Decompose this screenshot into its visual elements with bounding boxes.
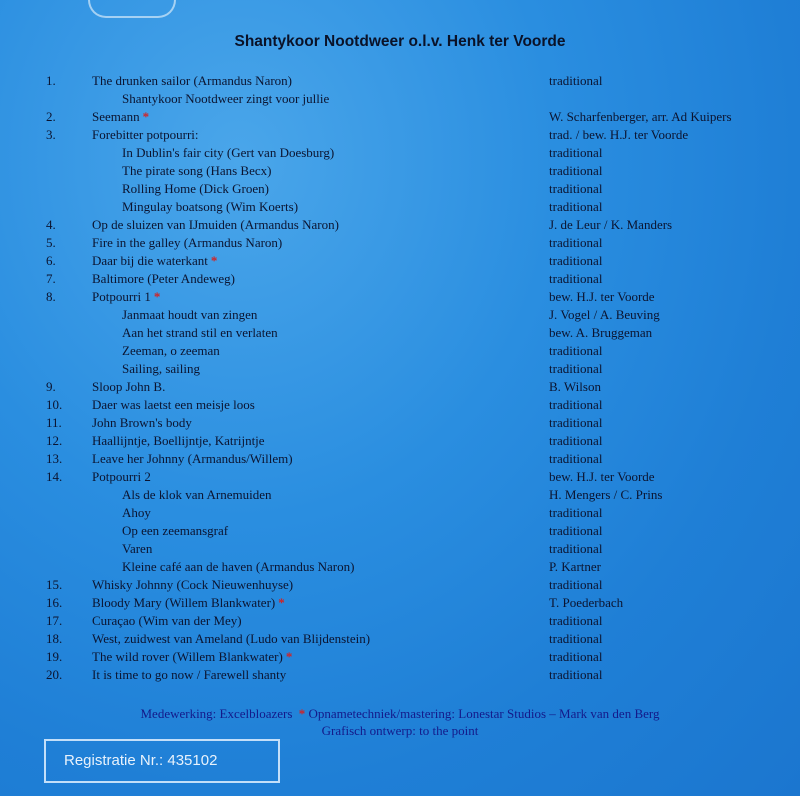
track-number: 19. (46, 649, 63, 664)
track-title-text: Op de sluizen van IJmuiden (Armandus Naron) (92, 217, 339, 232)
track-row (0, 450, 800, 468)
track-title (92, 666, 286, 684)
track-composer: traditional (549, 649, 603, 664)
track-title-text: John Brown's body (92, 415, 192, 430)
track-title-text: Leave her Johnny (Armandus/Willem) (92, 451, 293, 466)
track-number: 20. (46, 667, 63, 682)
track-title-text: Zeeman, o zeeman (122, 343, 220, 358)
guest-star-icon: * (210, 253, 218, 268)
track-row (0, 342, 800, 360)
track-row (0, 540, 800, 558)
track-number: 11. (46, 415, 62, 430)
track-title-text: Bloody Mary (Willem Blankwater) (92, 595, 276, 610)
track-title (92, 216, 339, 234)
track-composer: bew. A. Bruggeman (549, 325, 653, 340)
track-title-text: Whisky Johnny (Cock Nieuwenhuyse) (92, 577, 294, 592)
track-row (0, 504, 800, 522)
track-row (0, 288, 800, 306)
track-title (92, 648, 292, 666)
track-composer: traditional (549, 613, 603, 628)
track-title-text: Janmaat houdt van zingen (122, 307, 258, 322)
track-row (0, 522, 800, 540)
track-row (0, 144, 800, 162)
track-title (122, 198, 298, 216)
track-title-text: Daer was laetst een meisje loos (92, 397, 255, 412)
track-title-text: Forebitter potpourri: (92, 127, 199, 142)
track-composer: J. Vogel / A. Beuving (549, 307, 660, 322)
track-composer: traditional (549, 253, 603, 268)
track-title (92, 288, 160, 306)
track-title-text: Shantykoor Nootdweer zingt voor jullie (122, 91, 330, 106)
track-row (0, 414, 800, 432)
track-title (92, 108, 149, 126)
registration-number: Registratie Nr.: 435102 (44, 739, 280, 783)
track-number: 13. (46, 451, 63, 466)
track-number: 4. (46, 217, 56, 232)
track-title (92, 432, 265, 450)
track-composer: traditional (549, 73, 603, 88)
track-row (0, 180, 800, 198)
track-row (0, 594, 800, 612)
track-title (92, 252, 217, 270)
credits-recording: Opnametechniek/mastering: Lonestar Studios – Mark van den Berg (308, 706, 660, 721)
track-row (0, 252, 800, 270)
track-composer: W. Scharfenberger, arr. Ad Kuipers (549, 109, 732, 124)
track-title (122, 144, 334, 162)
track-title (92, 576, 293, 594)
track-title (92, 396, 255, 414)
track-title-text: Curaçao (Wim van der Mey) (92, 613, 242, 628)
credits (0, 705, 800, 739)
track-title (122, 558, 354, 576)
track-composer: traditional (549, 361, 603, 376)
track-composer: traditional (549, 415, 603, 430)
track-title-text: Varen (122, 541, 153, 556)
credits-star-icon: * (298, 706, 306, 721)
track-title-text: Sloop John B. (92, 379, 166, 394)
track-title-text: Kleine café aan de haven (Armandus Naron) (122, 559, 355, 574)
track-number: 8. (46, 289, 56, 304)
track-composer: traditional (549, 631, 603, 646)
track-title (122, 540, 152, 558)
track-row (0, 648, 800, 666)
track-title-text: Daar bij die waterkant (92, 253, 208, 268)
track-number: 14. (46, 469, 63, 484)
track-row (0, 90, 800, 108)
track-row (0, 198, 800, 216)
track-number: 5. (46, 235, 56, 250)
track-title (122, 162, 271, 180)
track-row (0, 324, 800, 342)
track-title (92, 612, 242, 630)
credits-line-1 (0, 705, 800, 722)
track-composer: traditional (549, 451, 603, 466)
track-row (0, 270, 800, 288)
track-composer: J. de Leur / K. Manders (549, 217, 673, 232)
track-composer: traditional (549, 343, 603, 358)
track-title-text: Rolling Home (Dick Groen) (122, 181, 269, 196)
track-title-text: The wild rover (Willem Blankwater) (92, 649, 283, 664)
track-title-text: The drunken sailor (Armandus Naron) (92, 73, 292, 88)
track-row (0, 378, 800, 396)
track-title (122, 342, 220, 360)
track-composer: traditional (549, 667, 603, 682)
track-title (122, 522, 228, 540)
track-number: 3. (46, 127, 56, 142)
track-composer: trad. / bew. H.J. ter Voorde (549, 127, 689, 142)
track-row (0, 486, 800, 504)
track-title-text: Fire in the galley (Armandus Naron) (92, 235, 283, 250)
track-row (0, 234, 800, 252)
track-title (92, 468, 151, 486)
track-number: 6. (46, 253, 56, 268)
track-title (122, 486, 271, 504)
track-row (0, 72, 800, 90)
track-row (0, 306, 800, 324)
track-row (0, 630, 800, 648)
track-title-text: West, zuidwest van Ameland (Ludo van Blijdenstein) (92, 631, 371, 646)
track-composer: traditional (549, 541, 603, 556)
track-row (0, 360, 800, 378)
cd-tray-notch (88, 0, 176, 18)
track-title-text: Aan het strand stil en verlaten (122, 325, 278, 340)
track-title-text: Ahoy (122, 505, 151, 520)
guest-star-icon: * (285, 649, 293, 664)
track-title (122, 360, 200, 378)
track-composer: P. Kartner (549, 559, 601, 574)
track-number: 10. (46, 397, 63, 412)
track-composer: traditional (549, 145, 603, 160)
track-title-text: Seemann (92, 109, 140, 124)
track-title (92, 72, 292, 90)
track-number: 15. (46, 577, 63, 592)
track-row (0, 576, 800, 594)
track-title (122, 180, 269, 198)
track-title (92, 450, 293, 468)
track-title-text: The pirate song (Hans Becx) (122, 163, 272, 178)
track-number: 17. (46, 613, 63, 628)
track-title-text: Haallijntje, Boellijntje, Katrijntje (92, 433, 265, 448)
track-composer: H. Mengers / C. Prins (549, 487, 663, 502)
track-composer: traditional (549, 433, 603, 448)
track-title (122, 324, 278, 342)
track-composer: bew. H.J. ter Voorde (549, 289, 655, 304)
track-number: 7. (46, 271, 56, 286)
track-composer: traditional (549, 577, 603, 592)
track-title-text: Baltimore (Peter Andeweg) (92, 271, 235, 286)
track-row (0, 468, 800, 486)
track-row (0, 612, 800, 630)
track-title-text: Potpourri 1 (92, 289, 151, 304)
guest-star-icon: * (153, 289, 161, 304)
track-title-text: Potpourri 2 (92, 469, 151, 484)
track-row (0, 396, 800, 414)
track-row (0, 666, 800, 684)
track-composer: B. Wilson (549, 379, 601, 394)
track-title (92, 270, 235, 288)
track-row (0, 432, 800, 450)
track-row (0, 558, 800, 576)
track-composer: traditional (549, 523, 603, 538)
track-composer: traditional (549, 271, 603, 286)
track-number: 18. (46, 631, 63, 646)
track-composer: bew. H.J. ter Voorde (549, 469, 655, 484)
track-number: 1. (46, 73, 56, 88)
guest-star-icon: * (278, 595, 285, 610)
track-title (92, 126, 199, 144)
track-composer: traditional (549, 199, 603, 214)
track-title-text: Op een zeemansgraf (122, 523, 229, 538)
track-title (92, 378, 165, 396)
track-title (122, 504, 151, 522)
credits-line-2: Grafisch ontwerp: to the point (321, 723, 479, 738)
track-composer: T. Poederbach (549, 595, 624, 610)
track-title-text: Als de klok van Arnemuiden (122, 487, 272, 502)
track-composer: traditional (549, 181, 603, 196)
page-title: Shantykoor Nootdweer o.l.v. Henk ter Voorde (234, 33, 566, 50)
track-title-text: In Dublin's fair city (Gert van Doesburg) (122, 145, 335, 160)
track-number: 9. (46, 379, 56, 394)
track-title (92, 630, 370, 648)
track-title (122, 306, 257, 324)
track-number: 16. (46, 595, 63, 610)
track-row (0, 126, 800, 144)
guest-star-icon: * (142, 109, 150, 124)
track-composer: traditional (549, 397, 603, 412)
track-list (0, 72, 800, 684)
credits-performers: Medewerking: Excelbloazers (140, 706, 293, 721)
track-composer: traditional (549, 235, 603, 250)
track-composer: traditional (549, 163, 603, 178)
track-number: 12. (46, 433, 63, 448)
track-title (92, 594, 285, 612)
track-title-text: Mingulay boatsong (Wim Koerts) (122, 199, 299, 214)
track-title (92, 234, 282, 252)
track-title-text: Sailing, sailing (122, 361, 200, 376)
track-title (92, 414, 192, 432)
track-composer: traditional (549, 505, 603, 520)
track-row (0, 108, 800, 126)
track-row (0, 162, 800, 180)
track-row (0, 216, 800, 234)
track-title-text: It is time to go now / Farewell shanty (92, 667, 287, 682)
track-number: 2. (46, 109, 56, 124)
track-title (122, 90, 329, 108)
